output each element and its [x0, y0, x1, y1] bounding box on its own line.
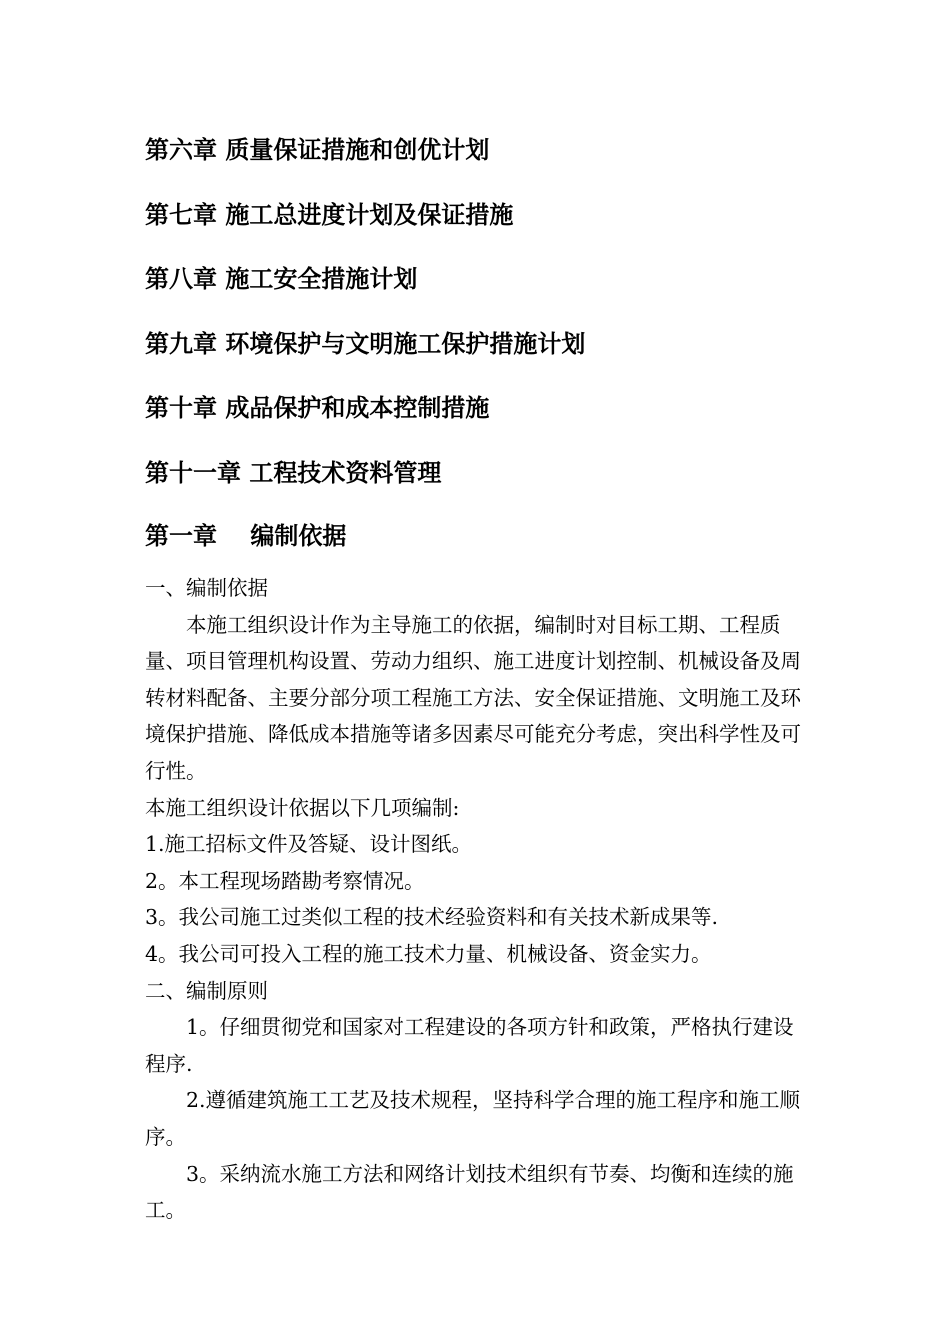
toc-item-chapter-8: 第八章 施工安全措施计划 — [145, 265, 418, 294]
toc-item-chapter-6: 第六章 质量保证措施和创优计划 — [145, 136, 490, 164]
basis-item-4: 4。我公司可投入工程的施工技术力量、机械设备、资金实力。 — [145, 941, 712, 966]
basis-item-3: 3。我公司施工过类似工程的技术经验资料和有关技术新成果等. — [145, 905, 719, 930]
section-1-title: 一、编制依据 — [145, 576, 268, 600]
chapter-1-heading: 第一章 编制依据 — [145, 522, 347, 550]
chapter-1-body — [145, 570, 807, 1229]
basis-item-2: 2。本工程现场踏勘考察情况。 — [145, 868, 425, 893]
toc-item-chapter-7: 第七章 施工总进度计划及保证措施 — [145, 200, 514, 229]
toc-item-chapter-10: 第十章 成品保护和成本控制措施 — [145, 394, 490, 423]
section-2-title: 二、编制原则 — [145, 978, 268, 1003]
principle-item-1: 1。仔细贯彻党和国家对工程建设的各项方针和政策，严格执行建设程序. — [145, 1015, 794, 1076]
toc-item-chapter-11: 第十一章 工程技术资料管理 — [145, 458, 442, 487]
principle-item-3: 3。采纳流水施工方法和网络计划技术组织有节奏、均衡和连续的施工。 — [145, 1161, 794, 1223]
basis-intro: 本施工组织设计依据以下几项编制: — [145, 795, 460, 820]
table-of-contents — [145, 128, 825, 516]
principle-item-2: 2.遵循建筑施工工艺及技术规程，坚持科学合理的施工程序和施工顺序。 — [145, 1088, 801, 1149]
section-1-paragraph: 本施工组织设计作为主导施工的依据，编制时对目标工期、工程质量、项目管理机构设置、劳动力组织、施工进度计划控制、机械设备及周转材料配备、主要分部分项工程施工方法、安全保证措施、文明施工及环境保护措施、降低成本措施等诸多因素尽可能充分考虑，突出科学性及可行性。 — [145, 612, 801, 783]
basis-item-1: 1.施工招标文件及答疑、设计图纸。 — [145, 832, 473, 857]
toc-item-chapter-9: 第九章 环境保护与文明施工保护措施计划 — [145, 329, 586, 358]
